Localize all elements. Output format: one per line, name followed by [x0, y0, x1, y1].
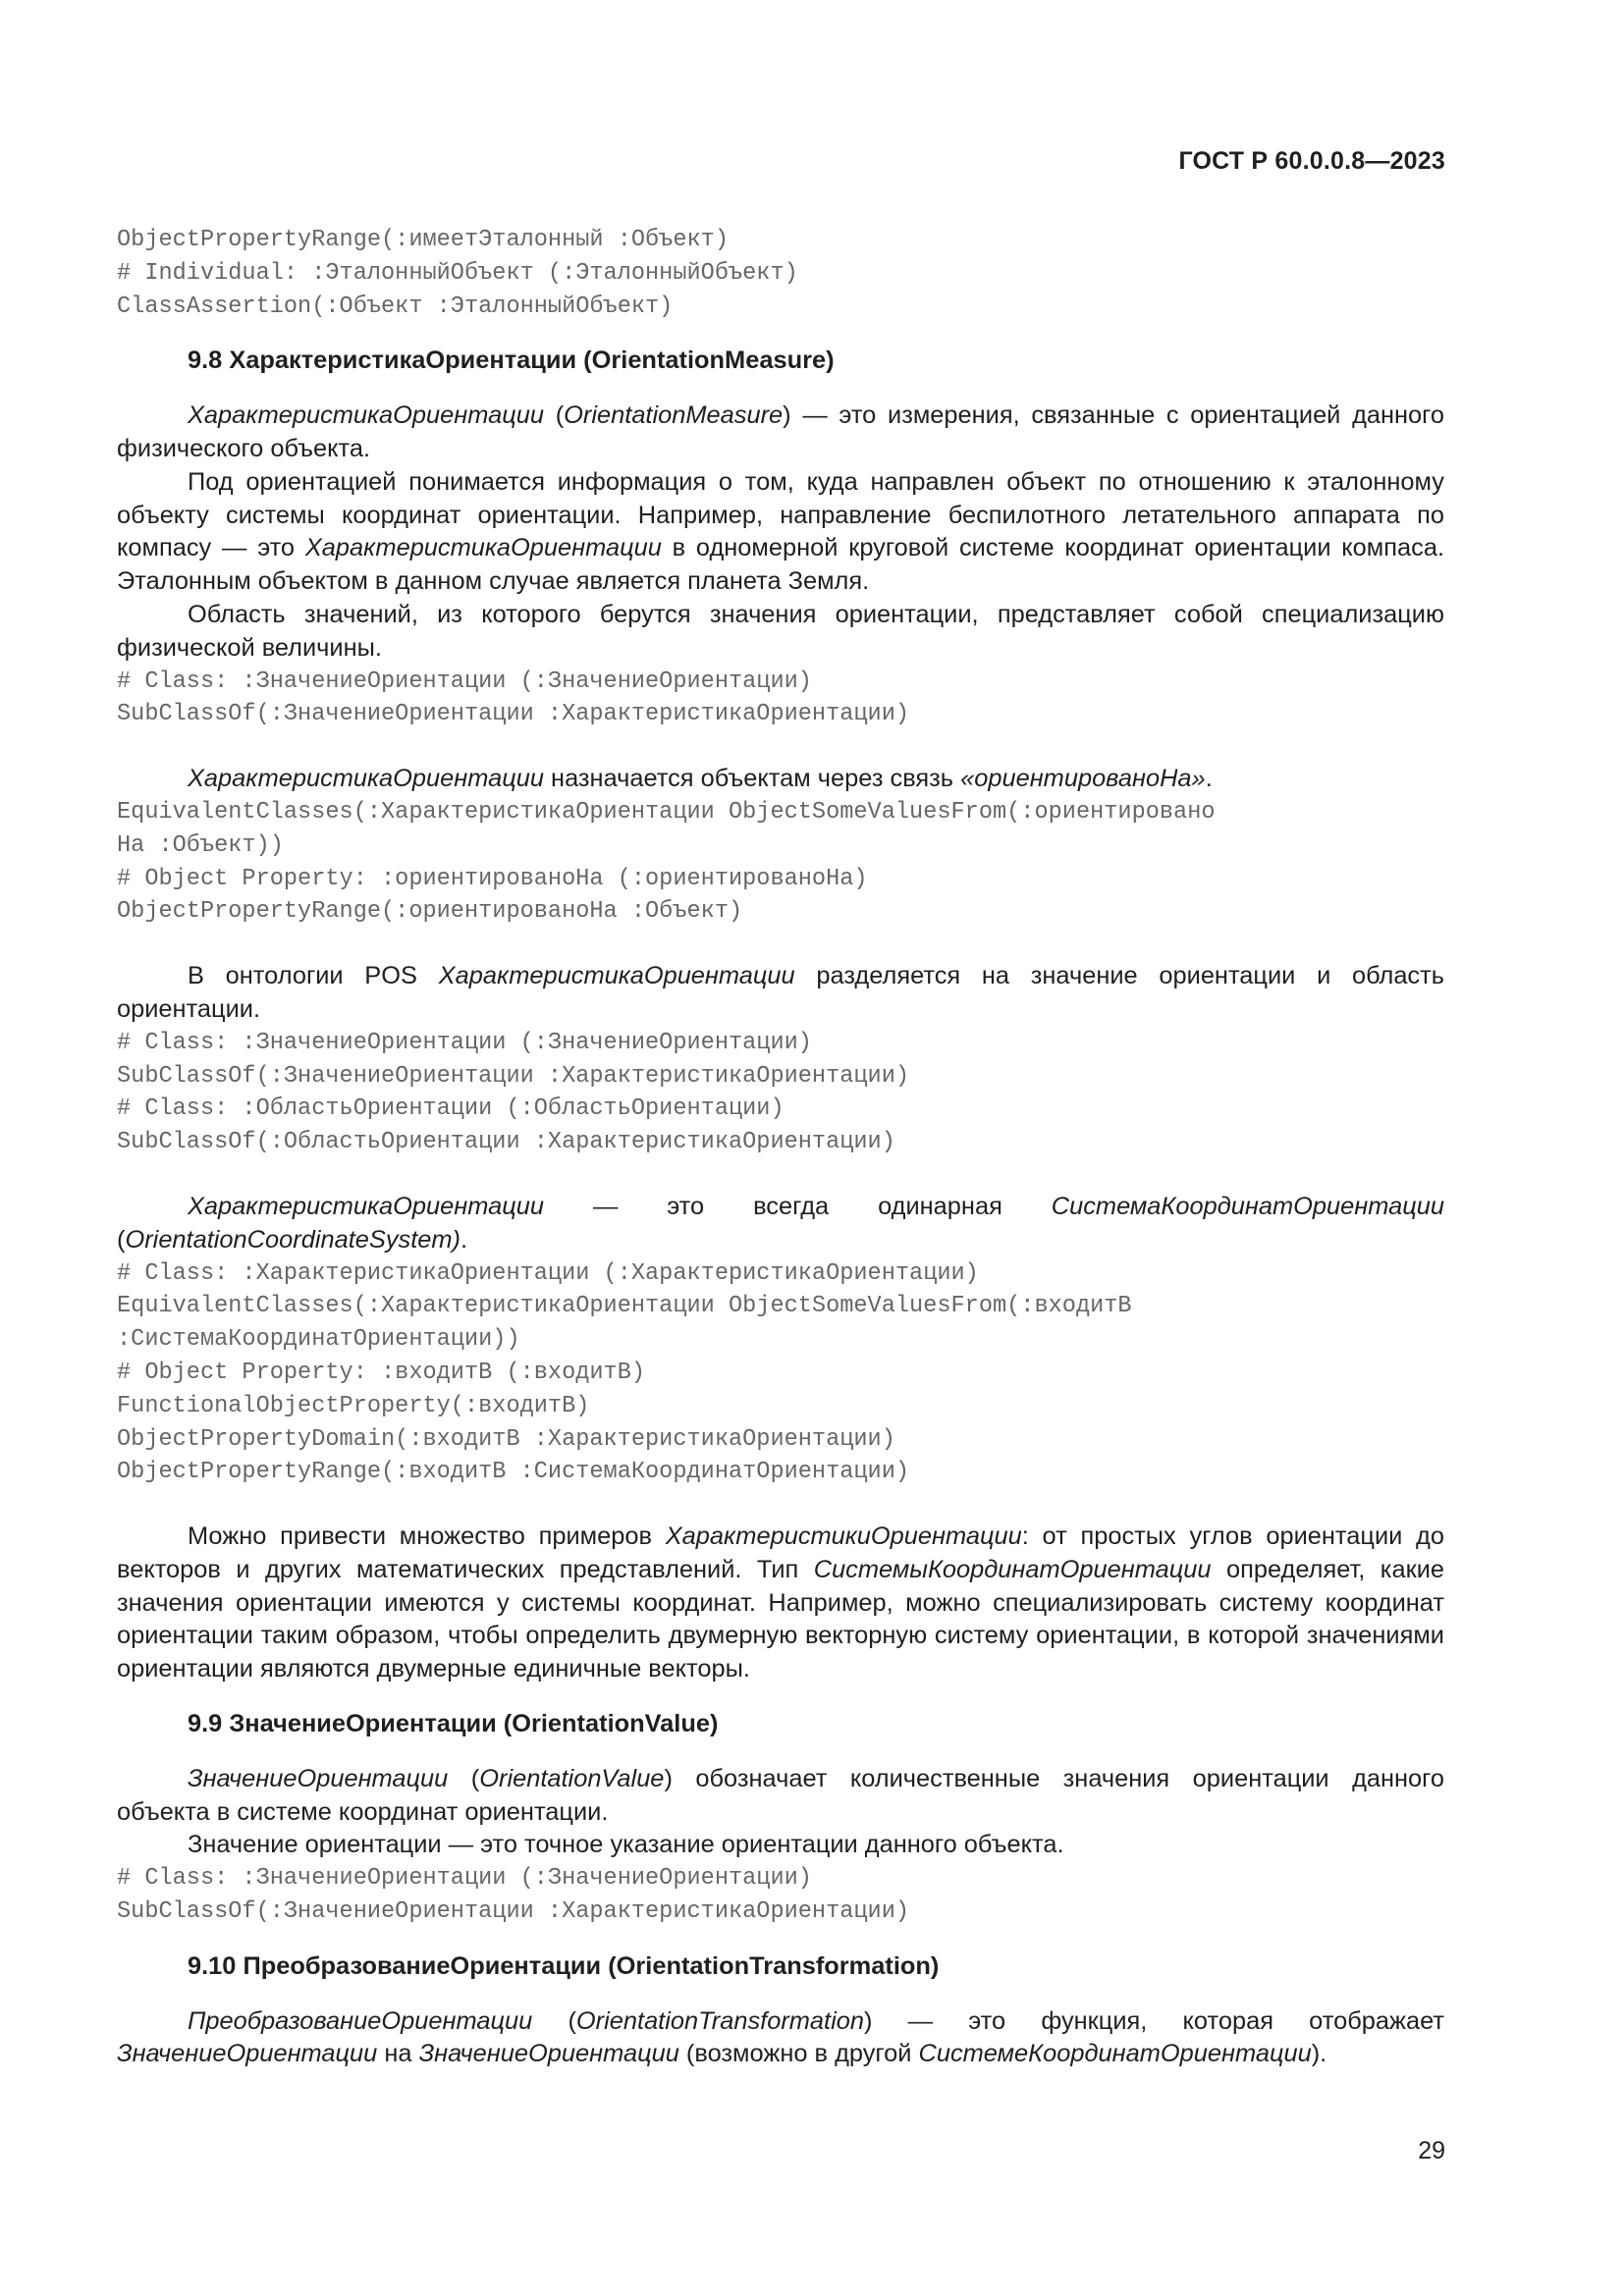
code-line: # Class: :ХарактеристикаОриентации (:ХарактеристикаОриентации)	[117, 1259, 979, 1287]
code-line: SubClassOf(:ЗначениеОриентации :ХарактеристикаОриентации)	[117, 701, 910, 728]
paragraph: Значение ориентации — это точное указание ориентации данного объекта.	[188, 1831, 1064, 1859]
code-line: EquivalentClasses(:ХарактеристикаОриентации ObjectSomeValuesFrom(:входитВ	[117, 1293, 1132, 1320]
code-line: ObjectPropertyDomain(:входитВ :ХарактеристикаОриентации)	[117, 1425, 895, 1453]
code-line: ObjectPropertyRange(:ориентированоНа :Объект)	[117, 898, 743, 926]
paragraph: Можно привести множество примеров ХарактеристикиОриентации: от простых углов ориентации до векторов и других математических представлений. Тип СистемыКоординатОриентации определяет, какие значения ориентации имеются у системы координат. Например, можно специализировать систему координат ориентации таким образом, чтобы определить двумерную векторную систему ориентации, в которой значениями ориентации являются двумерные единичные векторы.	[117, 1522, 1444, 1683]
section-heading-9-8: 9.8 ХарактеристикаОриентации (OrientationMeasure)	[188, 347, 835, 375]
code-line: # Object Property: :входитВ (:входитВ)	[117, 1359, 646, 1386]
code-line: # Class: :ЗначениеОриентации (:ЗначениеОриентации)	[117, 1865, 812, 1893]
paragraph: Под ориентацией понимается информация о том, куда направлен объект по отношению к эталонному объекту системы координат ориентации. Например, направление беспилотного летательного аппарата по компасу — это ХарактеристикаОриентации в одномерной круговой системе координат ориентации компаса. Эталонным объектом в данном случае является планета Земля.	[117, 467, 1444, 596]
code-line: SubClassOf(:ЗначениеОриентации :ХарактеристикаОриентации)	[117, 1062, 910, 1090]
page-content	[117, 224, 1444, 2071]
code-block	[117, 224, 1444, 323]
code-line: ObjectPropertyRange(:имеетЭталонный :Объект)	[117, 227, 729, 253]
paragraph: В онтологии POS ХарактеристикаОриентации разделяется на значение ориентации и область ориентации.	[117, 962, 1444, 1023]
section-heading-9-10: 9.10 ПреобразованиеОриентации (OrientationTransformation)	[188, 1951, 940, 1980]
code-line: # Class: :ЗначениеОриентации (:ЗначениеОриентации)	[117, 1029, 812, 1056]
code-line: # Individual: :ЭталонныйОбъект (:ЭталонныйОбъект)	[117, 259, 798, 287]
code-line: ClassAssertion(:Объект :ЭталонныйОбъект)	[117, 293, 674, 320]
paragraph: Область значений, из которого берутся значения ориентации, представляет собой специализацию физической величины.	[117, 600, 1444, 662]
section-heading-9-9: 9.9 ЗначениеОриентации (OrientationValue)	[188, 1710, 719, 1738]
code-block	[117, 1027, 1444, 1159]
code-line: SubClassOf(:ЗначениеОриентации :ХарактеристикаОриентации)	[117, 1898, 910, 1926]
paragraph: ХарактеристикаОриентации назначается объектам через связь «ориентированоНа».	[188, 765, 1213, 793]
page-number: 29	[1418, 2137, 1445, 2164]
code-block	[117, 666, 1444, 732]
code-line: :СистемаКоординатОриентации))	[117, 1326, 520, 1354]
code-line: # Class: :ЗначениеОриентации (:ЗначениеОриентации)	[117, 667, 812, 695]
code-line: На :Объект))	[117, 831, 284, 859]
code-line: SubClassOf(:ОбластьОриентации :ХарактеристикаОриентации)	[117, 1129, 895, 1156]
paragraph: ПреобразованиеОриентации (OrientationTransformation) — это функция, которая отображает ЗначениеОриентации на ЗначениеОриентации (возможно в другой СистемеКоординатОриентации).	[117, 2006, 1444, 2068]
paragraph: ХарактеристикаОриентации — это всегда одинарная СистемаКоординатОриентации (OrientationCoordinateSystem).	[117, 1192, 1444, 1254]
standard-header: ГОСТ Р 60.0.0.8—2023	[1178, 147, 1445, 175]
code-block	[117, 796, 1444, 929]
paragraph: ХарактеристикаОриентации (OrientationMeasure) — это измерения, связанные с ориентацией данного физического объекта.	[117, 401, 1445, 462]
code-line: # Object Property: :ориентированоНа (:ориентированоНа)	[117, 865, 868, 892]
code-line: # Class: :ОбластьОриентации (:ОбластьОриентации)	[117, 1095, 785, 1123]
code-line: ObjectPropertyRange(:входитВ :СистемаКоординатОриентации)	[117, 1459, 910, 1486]
code-block	[117, 1257, 1444, 1490]
code-line: FunctionalObjectProperty(:входитВ)	[117, 1392, 590, 1419]
paragraph: ЗначениеОриентации (OrientationValue) обозначает количественные значения ориентации данного объекта в системе координат ориентации.	[117, 1764, 1444, 1826]
code-block	[117, 1862, 1444, 1929]
code-line: EquivalentClasses(:ХарактеристикаОриентации ObjectSomeValuesFrom(:ориентировано	[117, 798, 1216, 826]
